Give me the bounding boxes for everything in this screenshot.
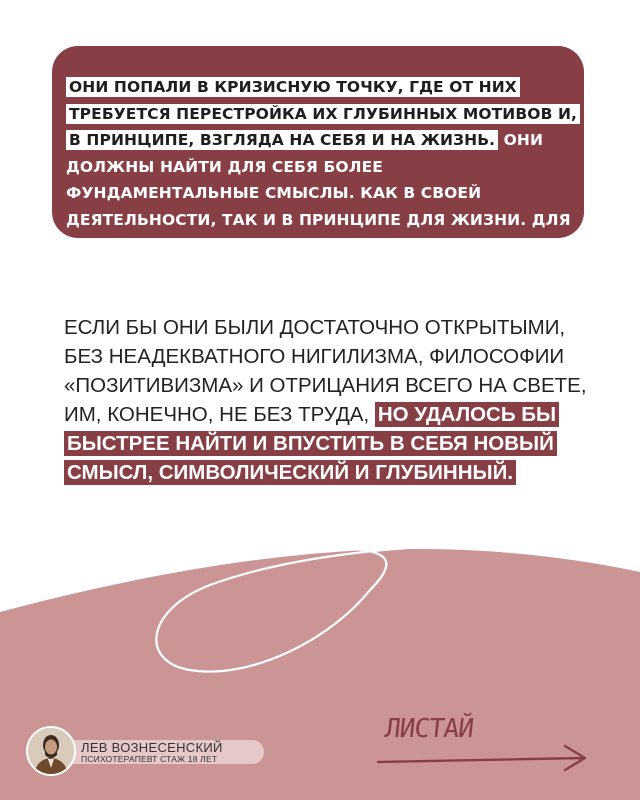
body-plain-text: ЕСЛИ БЫ ОНИ БЫЛИ ДОСТАТОЧНО ОТКРЫТЫМИ, БЕЗ НЕАДЕКВАТНОГО НИГИЛИЗМА, ФИЛОСОФИИ «ПОЗИТИВИЗМА» И ОТРИЦАНИЯ ВСЕГО НА СВЕТЕ, ИМ, КОНЕЧНО, НЕ БЕЗ ТРУДА, [64,316,587,426]
avatar-portrait-icon [28,728,74,774]
avatar [26,726,76,776]
swipe-label: ЛИСТАЙ [383,714,475,744]
body-highlight: НО УДАЛОСЬ БЫ БЫСТРЕЕ НАЙТИ И ВПУСТИТЬ В СЕБЯ НОВЫЙ СМЫСЛ, СИМВОЛИЧЕСКИЙ И ГЛУБИННЫЙ. [64,402,559,485]
author-role: ПСИХОТЕРАПЕВТ СТАЖ 18 ЛЕТ [81,754,218,764]
author-badge [26,726,264,776]
quote-rest: ОНИ ДОЛЖНЫ НАЙТИ ДЛЯ СЕБЯ БОЛЕЕ ФУНДАМЕНТАЛЬНЫЕ СМЫСЛЫ. КАК В СВОЕЙ ДЕЯТЕЛЬНОСТИ, ТАК И В ПРИНЦИПЕ ДЛЯ ЖИЗНИ. ДЛЯ СВОЕГО БЫТИЯ. [66,131,571,255]
author-name: ЛЕВ ВОЗНЕСЕНСКИЙ [81,740,223,755]
quote-highlight: ОНИ ПОПАЛИ В КРИЗИСНУЮ ТОЧКУ, ГДЕ ОТ НИХ ТРЕБУЕТСЯ ПЕРЕСТРОЙКА ИХ ГЛУБИННЫХ МОТИВОВ И, В ПРИНЦИПЕ, ВЗГЛЯДА НА СЕБЯ И НА ЖИЗНЬ. [66,77,580,150]
swipe-prompt[interactable] [373,706,573,766]
